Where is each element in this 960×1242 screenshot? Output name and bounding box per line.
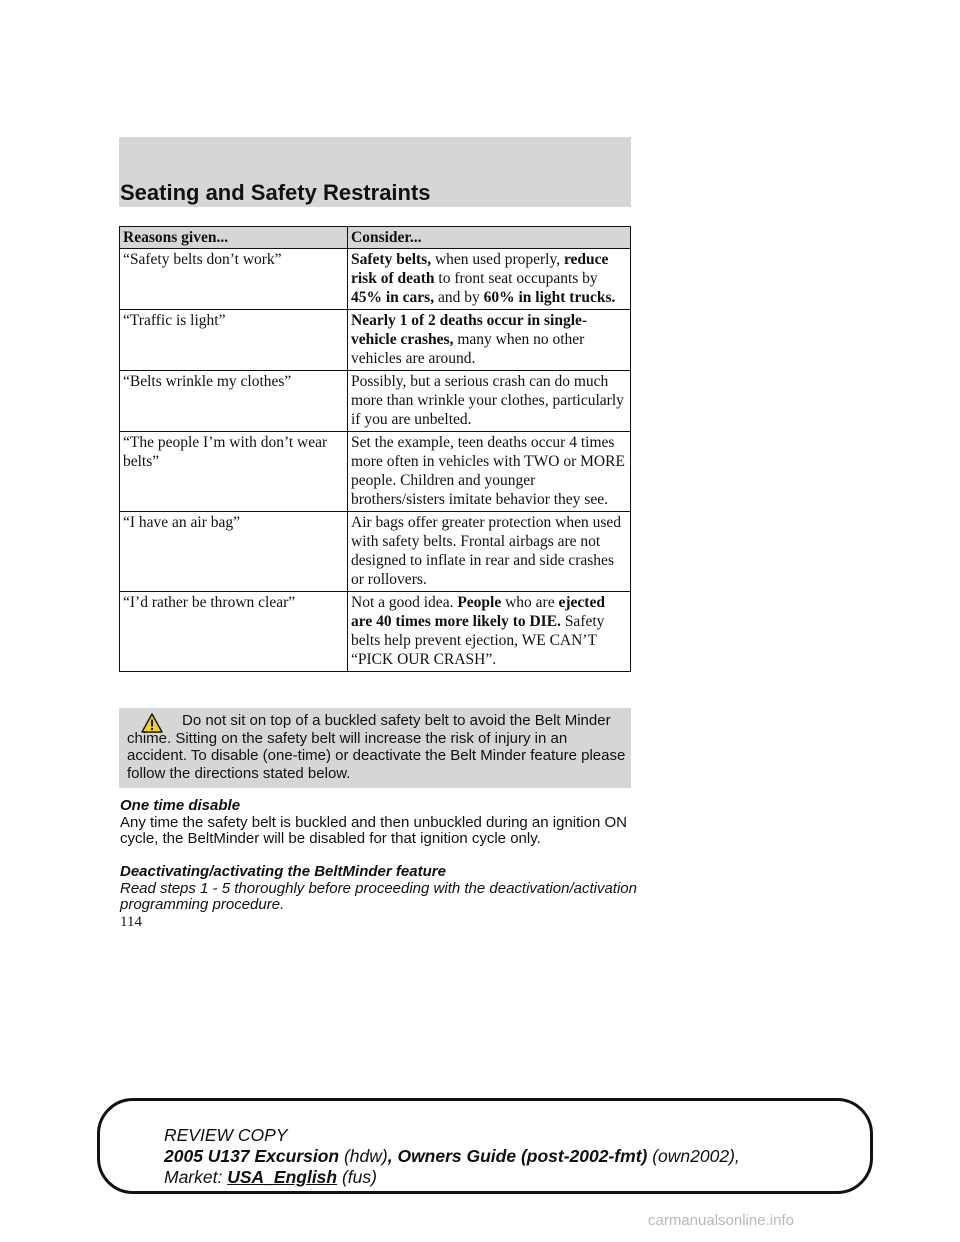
reason-cell: “Traffic is light” xyxy=(120,310,348,371)
page-number: 114 xyxy=(120,914,142,930)
reason-cell: “Belts wrinkle my clothes” xyxy=(120,371,348,432)
deactivating-heading: Deactivating/activating the BeltMinder feature xyxy=(120,863,446,880)
col-header-consider: Consider... xyxy=(348,227,631,249)
review-copy-box xyxy=(97,1098,873,1194)
consider-cell: Air bags offer greater protection when used with safety belts. Frontal airbags are not designed to inflate in rear and side crashes or rollovers. xyxy=(348,512,631,592)
consider-cell: Safety belts, when used properly, reduce risk of death to front seat occupants by 45% in cars, and by 60% in light trucks. xyxy=(348,249,631,310)
consider-cell: Possibly, but a serious crash can do much more than wrinkle your clothes, particularly if you are unbelted. xyxy=(348,371,631,432)
col-header-reasons: Reasons given... xyxy=(120,227,348,249)
reason-cell: “I have an air bag” xyxy=(120,512,348,592)
review-copy-text xyxy=(164,1125,740,1188)
table-row xyxy=(120,432,631,512)
table-row xyxy=(120,310,631,371)
one-time-disable-text: Any time the safety belt is buckled and then unbuckled during an ignition ON cycle, the BeltMinder will be disabled for that ignition cycle only. xyxy=(120,814,627,847)
reason-cell: “The people I’m with don’t wear belts” xyxy=(120,432,348,512)
review-model-line: 2005 U137 Excursion (hdw), Owners Guide (post-2002-fmt) (own2002), xyxy=(164,1146,740,1166)
consider-cell: Set the example, teen deaths occur 4 times more often in vehicles with TWO or MORE people. Children and younger brothers/sisters imitate behavior they see. xyxy=(348,432,631,512)
warning-text: Do not sit on top of a buckled safety belt to avoid the Belt Minder chime. Sitting on the safety belt will increase the risk of injury in an accident. To disable (one-time) or deactivate the Belt Minder feature please follow the directions stated below. xyxy=(127,712,626,782)
consider-cell: Not a good idea. People who are ejected are 40 times more likely to DIE. Safety belts help prevent ejection, WE CAN’T “PICK OUR CRASH”. xyxy=(348,592,631,672)
review-market-line: Market: USA_English (fus) xyxy=(164,1167,377,1187)
reasons-table xyxy=(119,226,631,672)
warning-box xyxy=(119,708,631,788)
table-row xyxy=(120,592,631,672)
review-copy-label: REVIEW COPY xyxy=(164,1125,288,1145)
reason-cell: “Safety belts don’t work” xyxy=(120,249,348,310)
watermark: carmanualsonline.info xyxy=(648,1212,794,1229)
deactivating-text: Read steps 1 - 5 thoroughly before proceeding with the deactivation/activation programming procedure. xyxy=(120,880,637,913)
table-row xyxy=(120,512,631,592)
reason-cell: “I’d rather be thrown clear” xyxy=(120,592,348,672)
table-header-row xyxy=(120,227,631,249)
section-title: Seating and Safety Restraints xyxy=(120,180,431,205)
table-row xyxy=(120,371,631,432)
table-row xyxy=(120,249,631,310)
one-time-disable-heading: One time disable xyxy=(120,797,241,814)
consider-cell: Nearly 1 of 2 deaths occur in single-vehicle crashes, many when no other vehicles are around. xyxy=(348,310,631,371)
